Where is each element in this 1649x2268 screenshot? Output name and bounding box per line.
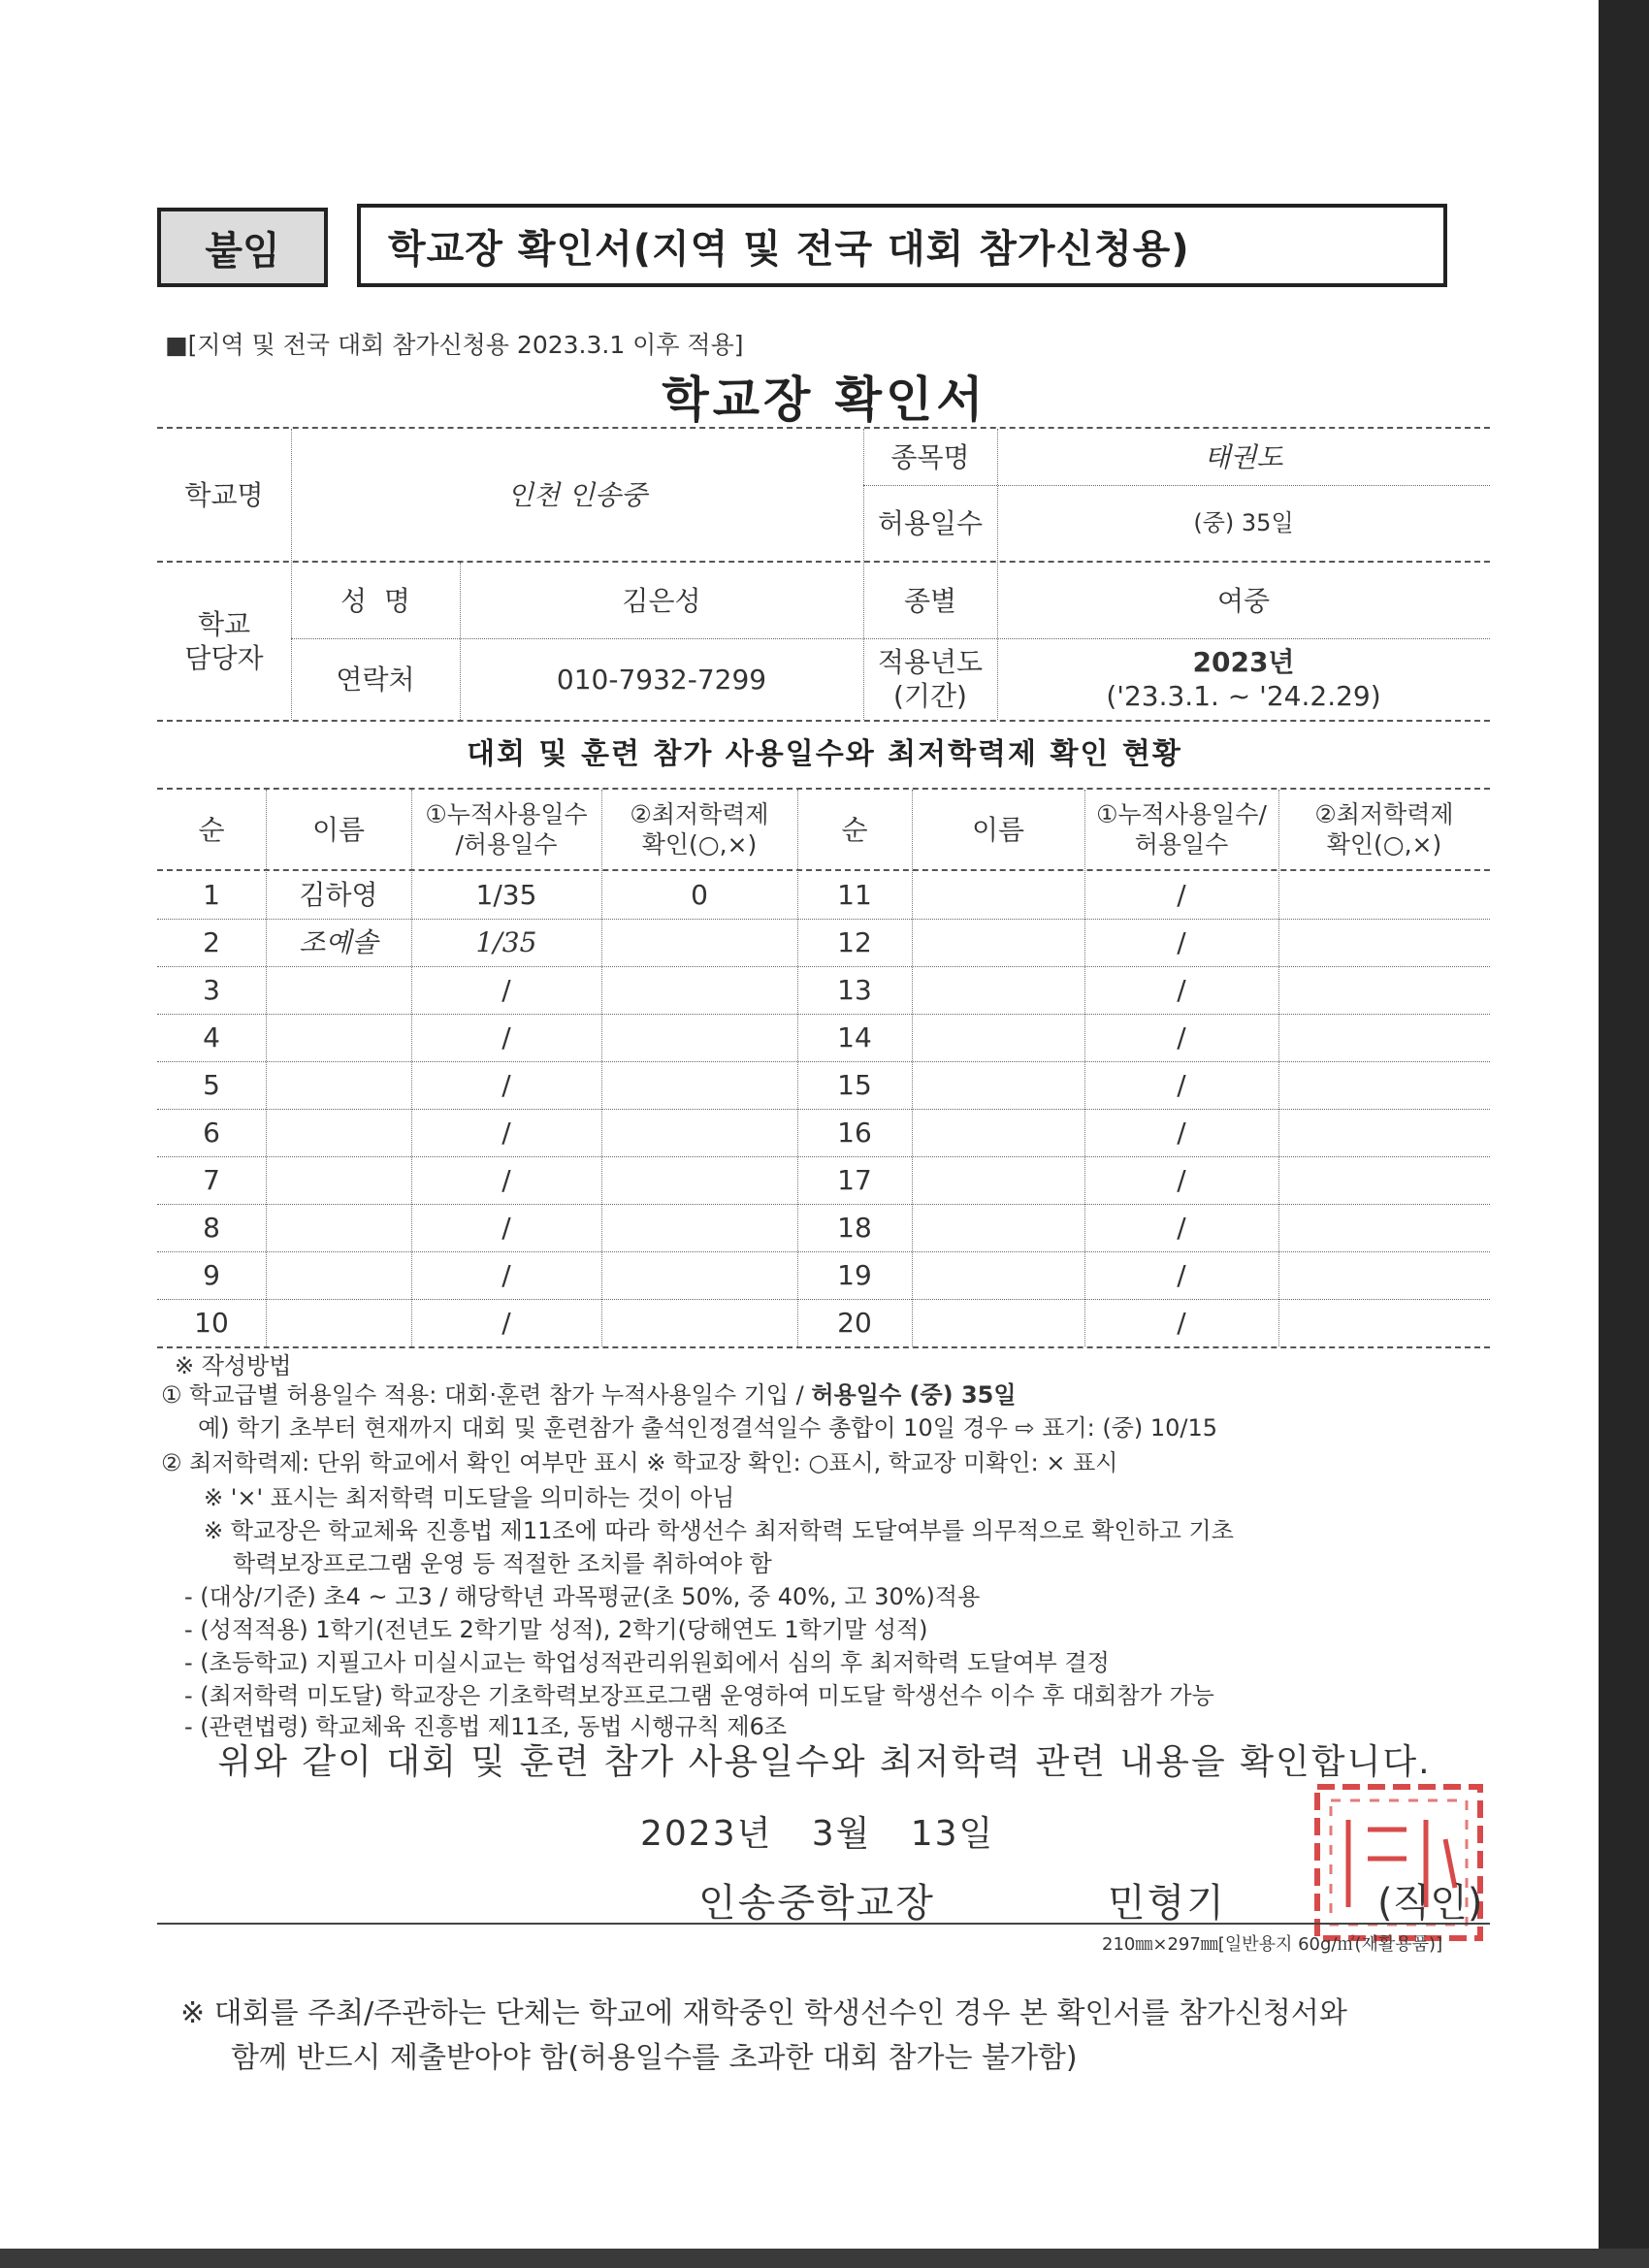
header-days-left: ①누적사용일수 /허용일수 <box>425 799 588 859</box>
row-days-cell: / <box>501 1307 511 1339</box>
row-days-cell: / <box>501 1021 511 1053</box>
year-label <box>863 638 997 720</box>
row-check-cell <box>601 1204 797 1251</box>
event-value: 태권도 <box>1204 440 1283 473</box>
row-check-cell <box>1278 1061 1490 1109</box>
row-check-cell <box>1278 1156 1490 1204</box>
row-days-cell: / <box>501 1259 511 1291</box>
row-name-cell <box>912 1251 1084 1299</box>
instruction-line: - (대상/기준) 초4 ~ 고3 / 해당학년 과목평균(초 50%, 중 40%, 고 30%)적용 <box>184 1583 981 1610</box>
row-days-cell: / <box>1177 1117 1186 1149</box>
instruction-emphasis: 허용일수 (중) 35일 <box>811 1381 1017 1409</box>
page-title: 학교장 확인서 <box>662 372 987 428</box>
row-check-cell <box>1278 1014 1490 1061</box>
status-bottom-rule <box>157 1346 1490 1348</box>
row-check-cell: 0 <box>691 879 708 911</box>
year-value <box>997 638 1490 720</box>
row-no-cell: 5 <box>203 1069 220 1101</box>
row-no-cell: 13 <box>837 974 872 1006</box>
row-no-cell: 9 <box>203 1259 220 1291</box>
status-table-title: 대회 및 훈련 참가 사용일수와 최저학력제 확인 현황 <box>467 737 1182 771</box>
row-name-cell <box>266 1061 411 1109</box>
year-value-line1: 2023년 <box>1192 646 1295 678</box>
row-name-cell <box>912 1156 1084 1204</box>
year-label-line2: (기간) <box>893 680 967 712</box>
row-check-cell <box>1278 1109 1490 1156</box>
instruction-text: ① 학교급별 허용일수 적용: 대회·훈련 참가 누적사용일수 기입 / <box>161 1381 812 1409</box>
instruction-line: - (최저학력 미도달) 학교장은 기초학력보장프로그램 운영하여 미도달 학생선수 이수 후 대회참가 가능 <box>184 1682 1214 1709</box>
row-name-cell <box>266 1156 411 1204</box>
document-title: 학교장 확인서(지역 및 전국 대회 참가신청용) <box>357 204 1447 287</box>
row-no-cell: 7 <box>203 1164 220 1196</box>
gender-value: 여중 <box>1216 584 1271 617</box>
header-no-right: 순 <box>841 813 868 846</box>
row-name-cell <box>912 871 1084 919</box>
row-no-cell: 14 <box>837 1021 872 1053</box>
header-no-left: 순 <box>198 813 225 846</box>
row-check-cell <box>1278 1299 1490 1346</box>
row-no-cell: 16 <box>837 1117 872 1149</box>
row-days-cell: / <box>501 974 511 1006</box>
row-check-cell <box>1278 1251 1490 1299</box>
row-no-cell: 12 <box>837 926 872 958</box>
row-days-cell: / <box>1177 1212 1186 1244</box>
instruction-line: - (성적적용) 1학기(전년도 2학기말 성적), 2학기(당해연도 1학기말 성적) <box>184 1616 928 1643</box>
contact-person-label: 학교 담당자 <box>184 608 264 674</box>
row-days-cell: / <box>501 1117 511 1149</box>
allowed-days-value: (중) 35일 <box>1193 509 1294 536</box>
row-check-cell <box>601 919 797 966</box>
row-name-cell <box>912 919 1084 966</box>
row-no-cell: 2 <box>203 926 220 958</box>
paper-spec: 210㎜×297㎜[일반용지 60g/㎡(재활용품)] <box>1102 1934 1443 1955</box>
row-days-cell: / <box>1177 926 1186 958</box>
row-check-cell <box>601 1156 797 1204</box>
row-name-cell <box>912 1109 1084 1156</box>
applicability-note: ■[지역 및 전국 대회 참가신청용 2023.3.1 이후 적용] <box>165 331 744 359</box>
header-name-right: 이름 <box>971 813 1025 846</box>
row-name-cell <box>912 1014 1084 1061</box>
row-name-cell <box>266 1299 411 1346</box>
row-no-cell: 11 <box>837 879 872 911</box>
row-check-cell <box>1278 966 1490 1014</box>
row-name-cell: 김하영 <box>299 879 378 911</box>
name-label: 성 명 <box>340 584 410 617</box>
instruction-line: 예) 학기 초부터 현재까지 대회 및 훈련참가 출석인정결석일수 총합이 10일 경우 ⇨ 표기: (중) 10/15 <box>198 1414 1218 1442</box>
row-check-cell <box>601 966 797 1014</box>
instruction-line <box>161 1376 1017 1409</box>
row-name-cell <box>266 1204 411 1251</box>
row-no-cell: 17 <box>837 1164 872 1196</box>
row-check-cell <box>601 1251 797 1299</box>
instruction-line: ② 최저학력제: 단위 학교에서 확인 여부만 표시 ※ 학교장 확인: ○표시, 학교장 미확인: × 표시 <box>161 1449 1118 1476</box>
row-no-cell: 8 <box>203 1212 220 1244</box>
row-days-cell: 1/35 <box>475 926 537 958</box>
header-name-left: 이름 <box>311 813 366 846</box>
row-days-cell: / <box>1177 1021 1186 1053</box>
row-days-cell: 1/35 <box>475 879 537 911</box>
principal-name: 민형기 <box>1108 1881 1226 1926</box>
row-name-cell <box>266 1109 411 1156</box>
row-days-cell: / <box>1177 974 1186 1006</box>
row-check-cell <box>1278 1204 1490 1251</box>
instruction-line: - (초등학교) 지필고사 미실시교는 학업성적관리위원회에서 심의 후 최저학력 도달여부 결정 <box>184 1649 1110 1676</box>
row-check-cell <box>601 1109 797 1156</box>
confirmation-statement: 위와 같이 대회 및 훈련 참가 사용일수와 최저학력 관련 내용을 확인합니다. <box>217 1742 1432 1782</box>
row-name-cell <box>266 1014 411 1061</box>
confirmation-date: 2023년 3월 13일 <box>640 1814 995 1854</box>
name-value: 김은성 <box>622 584 701 617</box>
row-name-cell <box>912 1061 1084 1109</box>
row-name-cell <box>912 966 1084 1014</box>
row-no-cell: 6 <box>203 1117 220 1149</box>
instructions-heading: ※ 작성방법 <box>175 1352 292 1379</box>
row-days-cell: / <box>1177 1259 1186 1291</box>
row-name-cell: 조예솔 <box>299 926 378 958</box>
row-days-cell: / <box>1177 1069 1186 1101</box>
period-value: ('23.3.1. ~ '24.2.29) <box>1106 680 1381 712</box>
row-name-cell <box>912 1299 1084 1346</box>
row-name-cell <box>912 1204 1084 1251</box>
row-no-cell: 20 <box>837 1307 872 1339</box>
row-days-cell: / <box>501 1069 511 1101</box>
attachment-label: 붙임 <box>157 208 328 287</box>
header-check-left: ②최저학력제 확인(○,×) <box>630 799 769 859</box>
gender-label: 종별 <box>903 584 957 617</box>
row-no-cell: 15 <box>837 1069 872 1101</box>
row-check-cell <box>601 1299 797 1346</box>
row-days-cell: / <box>501 1212 511 1244</box>
school-name-label: 학교명 <box>184 478 264 511</box>
contact-value: 010-7932-7299 <box>556 663 767 696</box>
row-check-cell <box>1278 871 1490 919</box>
row-days-cell: / <box>1177 1307 1186 1339</box>
seal-label: (직인) <box>1377 1881 1483 1926</box>
year-label-line1: 적용년도 <box>877 646 984 678</box>
instruction-line: - (관련법령) 학교체육 진흥법 제11조, 동법 시행규칙 제6조 <box>184 1713 788 1740</box>
row-days-cell: / <box>1177 879 1186 911</box>
instruction-line: ※ '×' 표시는 최저학력 미도달을 의미하는 것이 아님 <box>204 1484 735 1511</box>
allowed-days-label: 허용일수 <box>877 506 984 539</box>
instruction-line: 학력보장프로그램 운영 등 적절한 조치를 취하여야 함 <box>233 1550 772 1577</box>
row-check-cell <box>601 1061 797 1109</box>
header-check-right: ②최저학력제 확인(○,×) <box>1314 799 1454 859</box>
scan-edge-bottom <box>0 2249 1649 2268</box>
info-bottom-rule <box>157 720 1490 722</box>
row-check-cell <box>601 1014 797 1061</box>
row-no-cell: 1 <box>203 879 220 911</box>
school-name-value: 인천 인송중 <box>506 478 648 511</box>
row-name-cell <box>266 1251 411 1299</box>
row-no-cell: 19 <box>837 1259 872 1291</box>
row-no-cell: 10 <box>194 1307 229 1339</box>
footer-note-line1: ※ 대회를 주최/주관하는 단체는 학교에 재학중인 학생선수인 경우 본 확인서를 참가신청서와 <box>180 1996 1347 2030</box>
scan-edge-right <box>1599 0 1649 2268</box>
signature-rule <box>157 1923 1490 1925</box>
row-days-cell: / <box>501 1164 511 1196</box>
footer-note-line2: 함께 반드시 제출받아야 함(허용일수를 초과한 대회 참가는 불가함) <box>231 2041 1078 2075</box>
contact-label: 연락처 <box>336 663 415 696</box>
instruction-line: ※ 학교장은 학교체육 진흥법 제11조에 따라 학생선수 최저학력 도달여부를 의무적으로 확인하고 기초 <box>204 1517 1234 1544</box>
header-days-right: ①누적사용일수/ 허용일수 <box>1096 799 1267 859</box>
row-no-cell: 18 <box>837 1212 872 1244</box>
row-days-cell: / <box>1177 1164 1186 1196</box>
event-label: 종목명 <box>890 440 970 473</box>
row-check-cell <box>1278 919 1490 966</box>
row-name-cell <box>266 966 411 1014</box>
row-no-cell: 3 <box>203 974 220 1006</box>
row-no-cell: 4 <box>203 1021 220 1053</box>
school-principal: 인송중학교장 <box>698 1881 935 1926</box>
